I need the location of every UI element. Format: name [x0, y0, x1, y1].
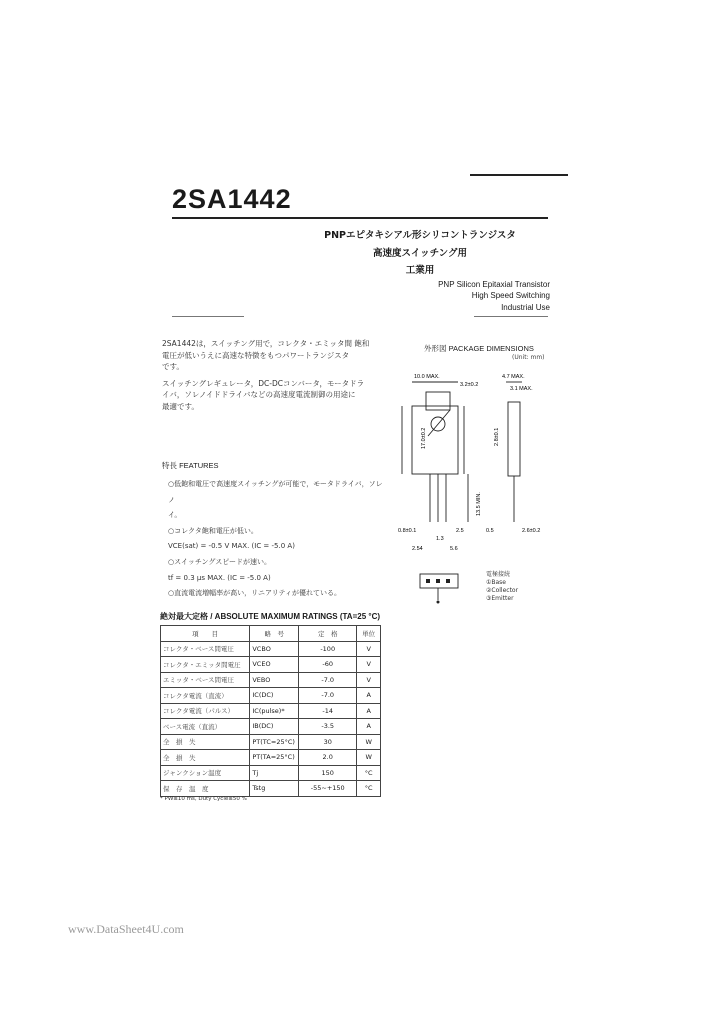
table-row	[161, 781, 381, 797]
header-value: 定 格	[299, 626, 357, 642]
package-title: 外形図 PACKAGE DIMENSIONS	[424, 344, 534, 353]
top-short-rule	[470, 174, 568, 176]
dim-label: 2.54	[412, 546, 423, 552]
row-value: -7.0	[299, 688, 357, 704]
description-line: 電圧が低いうえに高速な特徴をもつパワートランジスタ	[162, 350, 350, 360]
table-row	[161, 688, 381, 704]
description-line: スイッチングレギュレータ，DC-DCコンバータ，モータドラ	[162, 378, 365, 388]
dim-label: 3.2±0.2	[460, 382, 479, 388]
row-value: 150	[299, 765, 357, 781]
row-unit: V	[357, 657, 381, 673]
package-drawing	[398, 362, 556, 562]
feature-item: イ。	[168, 511, 182, 520]
row-symbol: VCEO	[250, 657, 299, 673]
package-unit: (Unit: mm)	[512, 354, 545, 361]
row-value: -60	[299, 657, 357, 673]
jp-subtitle-3: 工業用	[405, 265, 435, 276]
dim-label: 13.5 MIN.	[476, 492, 482, 516]
dim-label: 0.5	[486, 528, 494, 534]
row-item: 全 損 失	[161, 734, 250, 750]
row-value: 2.0	[299, 750, 357, 766]
table-row	[161, 719, 381, 735]
ratings-table	[160, 625, 381, 797]
row-item: 全 損 失	[161, 750, 250, 766]
row-item: ベース電流（直流）	[161, 719, 250, 735]
ratings-title: 絶対最大定格 / ABSOLUTE MAXIMUM RATINGS (TA=25 °C)	[160, 612, 381, 621]
header-symbol: 略 号	[250, 626, 299, 642]
row-symbol: PT(TC=25°C)	[250, 734, 299, 750]
table-row	[161, 672, 381, 688]
row-symbol: PT(TA=25°C)	[250, 750, 299, 766]
dim-label: 4.7 MAX.	[502, 374, 525, 380]
row-item: コレクタ・エミッタ間電圧	[161, 657, 250, 673]
package-body-front	[412, 406, 458, 474]
dim-label: 17.0±0.2	[421, 427, 427, 449]
row-item: 保 存 温 度	[161, 781, 250, 797]
dim-label: 10.0 MAX.	[414, 374, 440, 380]
row-unit: A	[357, 688, 381, 704]
description-line: です。	[162, 362, 184, 372]
dim-label: 0.8±0.1	[398, 528, 417, 534]
divider-left	[172, 316, 244, 317]
features-list	[168, 477, 388, 602]
row-unit: A	[357, 703, 381, 719]
row-unit: °C	[357, 781, 381, 797]
jp-subtitle-2: 高速度スイッチング用	[373, 248, 467, 259]
feature-item: ○スイッチングスピードが速い。	[168, 557, 271, 566]
dim-label: 2.6±0.2	[522, 528, 541, 534]
dim-label: 5.6	[450, 546, 458, 552]
header-item: 項 目	[161, 626, 250, 642]
ratings-note: * PW≤10 ms, Duty Cycle≤50 %	[160, 796, 247, 802]
pin-legend-item: ②Collector	[486, 587, 519, 594]
pin-legend-item: ③Emitter	[486, 595, 514, 602]
table-header-row	[161, 626, 381, 642]
row-item: ジャンクション温度	[161, 765, 250, 781]
feature-item: ○コレクタ飽和電圧が低い。	[168, 526, 258, 535]
header-unit: 単位	[357, 626, 381, 642]
row-item: コレクタ電流（パルス）	[161, 703, 250, 719]
row-value: -14	[299, 703, 357, 719]
en-subtitle-3: Industrial Use	[501, 303, 550, 312]
row-symbol: IC(DC)	[250, 688, 299, 704]
feature-item: ○低飽和電圧で高速度スイッチングが可能で，モータドライバ，ソレノ	[168, 480, 383, 504]
dim-label: 2.5	[456, 528, 464, 534]
table-row	[161, 657, 381, 673]
row-symbol: IB(DC)	[250, 719, 299, 735]
row-unit: W	[357, 750, 381, 766]
row-item: エミッタ・ベース間電圧	[161, 672, 250, 688]
pinout-drawing	[418, 570, 464, 606]
page-title: 2SA1442	[172, 184, 292, 214]
feature-item: tf = 0.3 μs MAX. (IC = -5.0 A)	[168, 573, 271, 582]
package-tab	[426, 392, 450, 410]
row-symbol: VEBO	[250, 672, 299, 688]
watermark: www.DataSheet4U.com	[68, 922, 184, 936]
row-unit: V	[357, 672, 381, 688]
row-value: -3.5	[299, 719, 357, 735]
row-value: -7.0	[299, 672, 357, 688]
row-unit: V	[357, 641, 381, 657]
features-title: 特長 FEATURES	[162, 461, 219, 470]
jp-subtitle-1: PNPエピタキシアル形シリコントランジスタ	[324, 230, 516, 241]
table-row	[161, 750, 381, 766]
feature-item: VCE(sat) = -0.5 V MAX. (IC = -5.0 A)	[168, 542, 295, 551]
table-row	[161, 641, 381, 657]
row-value: -100	[299, 641, 357, 657]
pin-legend-item: ①Base	[486, 579, 506, 586]
table-row	[161, 703, 381, 719]
description-line: イバ，ソレノイドドライバなどの高速度電流制御の用途に	[162, 390, 356, 400]
feature-item: ○直流電流増幅率が高い，リニアリティが優れている。	[168, 589, 341, 598]
row-symbol: Tj	[250, 765, 299, 781]
dim-label: 1.3	[436, 536, 444, 542]
description	[162, 338, 384, 413]
divider-right	[474, 316, 548, 317]
package-body-side	[508, 402, 520, 476]
dim-label: 3.1 MAX.	[510, 386, 533, 392]
row-value: -55~+150	[299, 781, 357, 797]
row-item: コレクタ電流（直流）	[161, 688, 250, 704]
description-line: 最適です。	[162, 401, 199, 411]
en-subtitle-2: High Speed Switching	[471, 291, 550, 300]
row-symbol: IC(pulse)*	[250, 703, 299, 719]
en-subtitle-1: PNP Silicon Epitaxial Transistor	[438, 280, 550, 289]
pin-legend	[486, 571, 518, 603]
row-symbol: VCBO	[250, 641, 299, 657]
row-unit: °C	[357, 765, 381, 781]
title-rule	[172, 217, 548, 219]
row-value: 30	[299, 734, 357, 750]
dim-label: 2.8±0.1	[494, 427, 500, 446]
row-unit: W	[357, 734, 381, 750]
row-item: コレクタ・ベース間電圧	[161, 641, 250, 657]
pin-legend-title: 電極接続	[486, 571, 511, 578]
table-row	[161, 734, 381, 750]
description-line: 2SA1442は，スイッチング用で，コレクタ・エミッタ間 飽和	[162, 339, 370, 348]
row-unit: A	[357, 719, 381, 735]
row-symbol: Tstg	[250, 781, 299, 797]
table-row	[161, 765, 381, 781]
